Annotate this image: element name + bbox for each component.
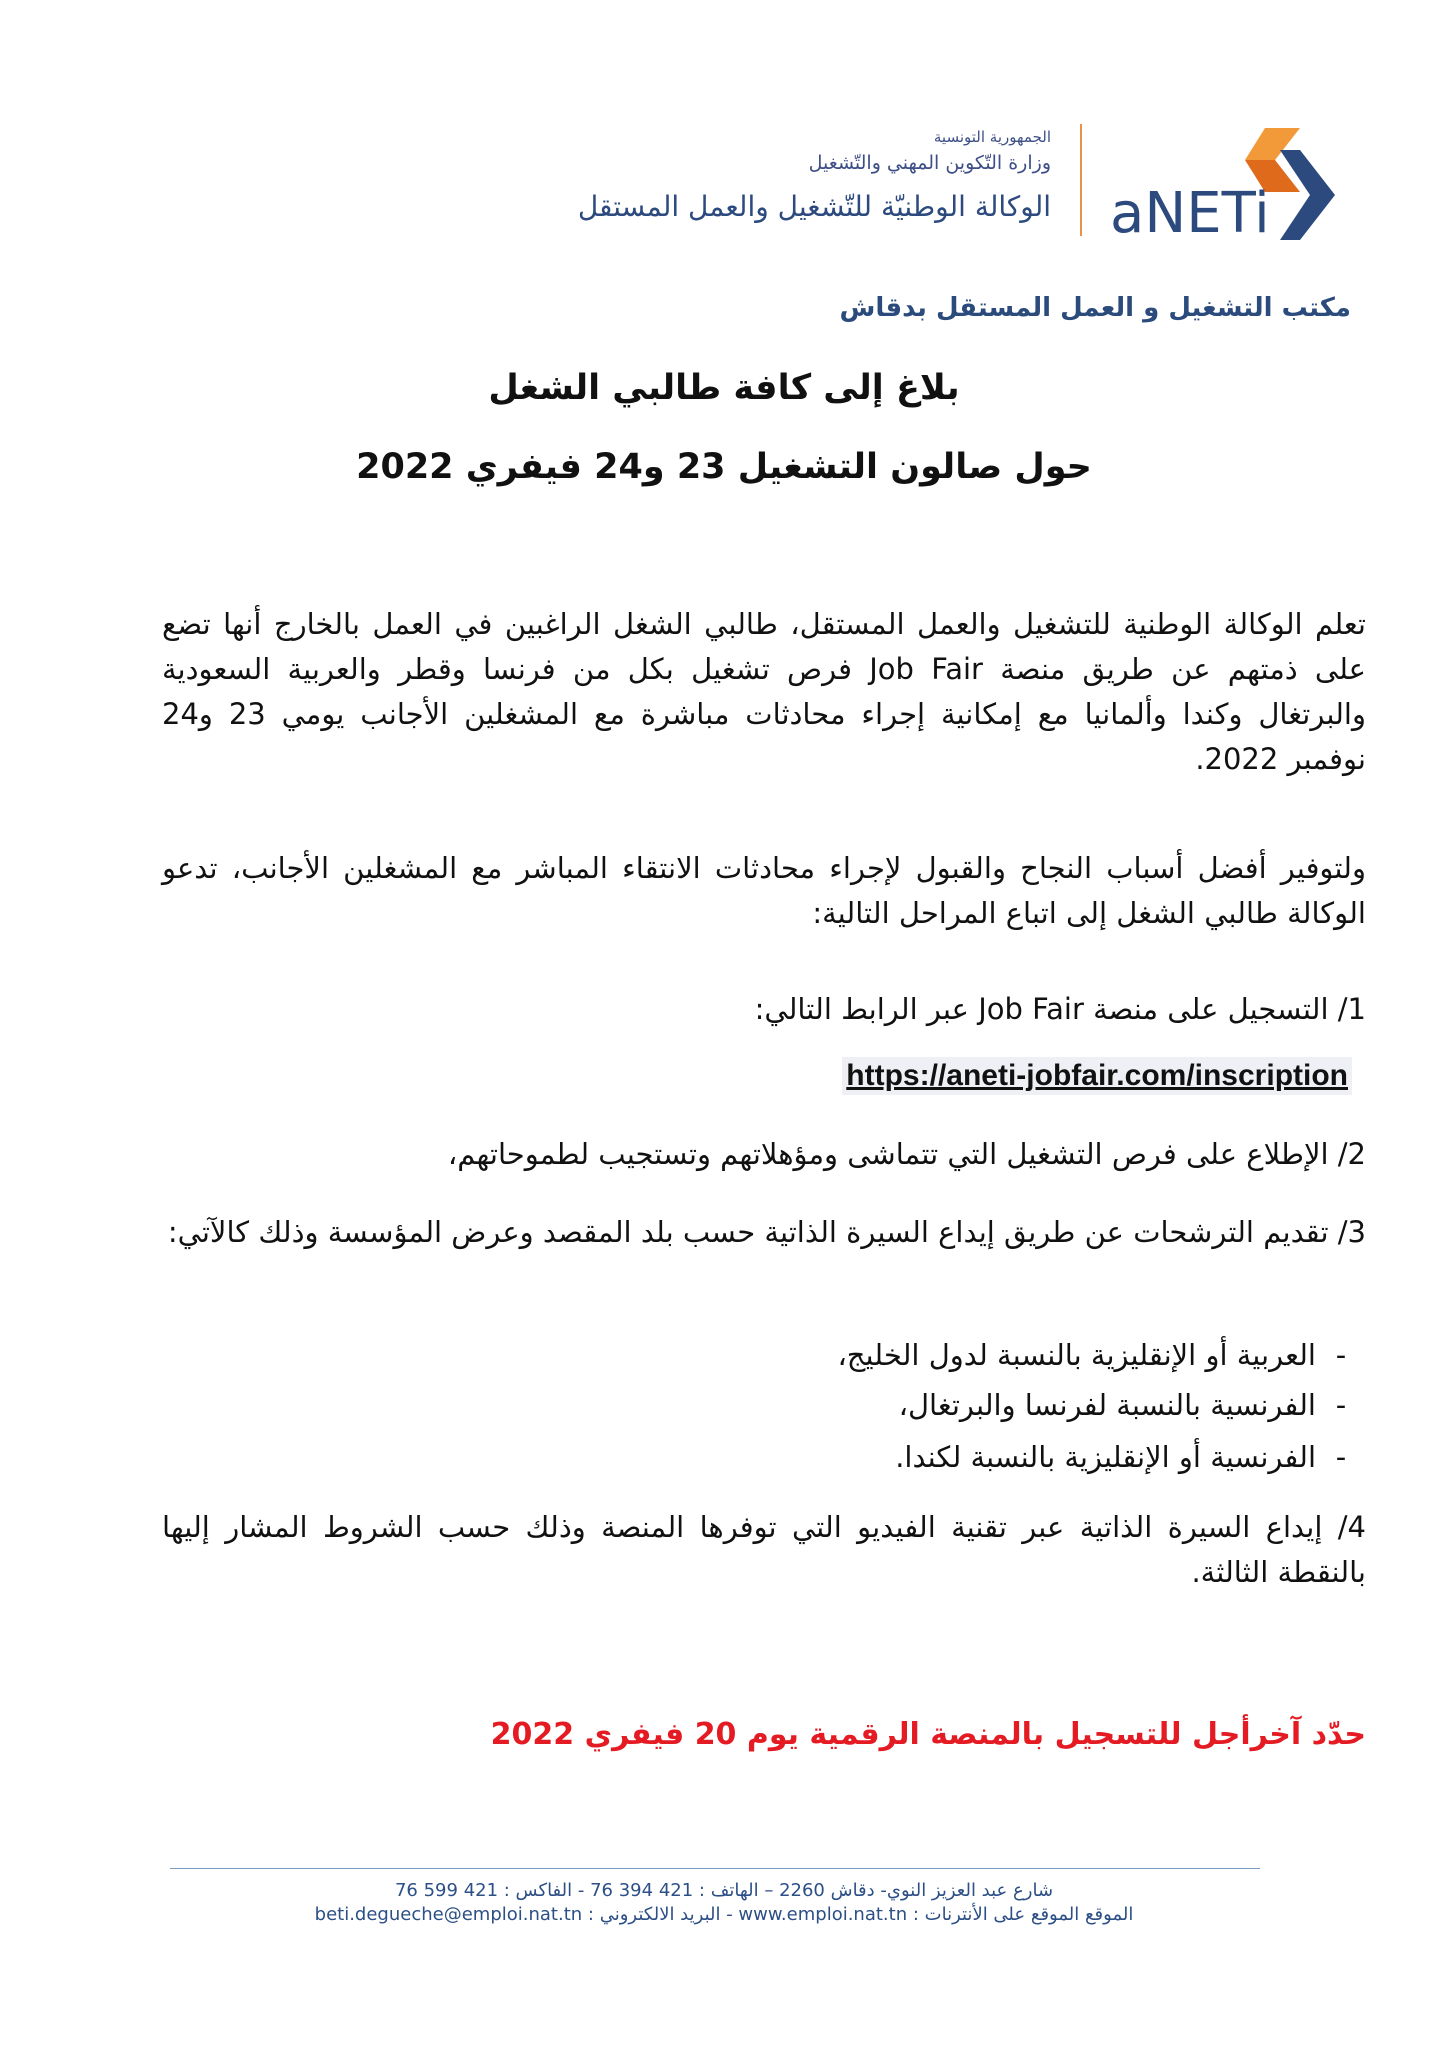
- logo-wordmark: aNETi: [1110, 181, 1270, 246]
- notice-subtitle: حول صالون التشغيل 23 و24 فيفري 2022: [356, 447, 1092, 487]
- bullet-text: الفرنسية بالنسبة لفرنسا والبرتغال،: [898, 1388, 1316, 1422]
- deadline-notice: حدّد آخرأجل للتسجيل بالمنصة الرقمية يوم 20 فيفري 2022: [490, 1717, 1366, 1752]
- bullet-dash: -: [1335, 1440, 1347, 1474]
- intro-paragraph: تعلم الوكالة الوطنية للتشغيل والعمل المستقل، طالبي الشغل الراغبين في العمل بالخارج أنها تضع على ذمتهم عن طريق منصة Job Fair فرص تشغيل بكل من فرنسا وقطر والعربية السعودية والبرتغال وكندا وألمانيا مع إمكانية إجراء محادثات مباشرة مع المشغلين الأجانب يومي 23 و24 نوفمبر 2022.: [162, 607, 1366, 776]
- bullet-text: الفرنسية أو الإنقليزية بالنسبة لكندا.: [895, 1440, 1316, 1474]
- republic-label: الجمهورية التونسية: [933, 128, 1051, 146]
- step-4: 4/ إيداع السيرة الذاتية عبر تقنية الفيديو التي توفرها المنصة وذلك حسب الشروط المشار إليها بالنقطة الثالثة.: [162, 1510, 1366, 1589]
- registration-link[interactable]: https://aneti-jobfair.com/inscription: [842, 1057, 1352, 1095]
- ministry-label: وزارة التّكوين المهني والتّشغيل: [808, 152, 1051, 174]
- footer-rule: [170, 1868, 1260, 1869]
- office-name: مكتب التشغيل و العمل المستقل بدقاش: [839, 293, 1351, 323]
- footer-contact: الموقع الموقع على الأنترنات : www.emploi.nat.tn - البريد الالكتروني : beti.degueche@emploi.nat.tn: [314, 1904, 1134, 1925]
- aneti-logo: [1100, 120, 1340, 250]
- list-item: [216, 1383, 1366, 1428]
- list-item: [216, 1333, 1366, 1378]
- bullet-text: العربية أو الإنقليزية بالنسبة لدول الخليج،: [837, 1338, 1316, 1372]
- step-1: 1/ التسجيل على منصة Job Fair عبر الرابط التالي:: [754, 992, 1366, 1026]
- agency-name: الوكالة الوطنيّة للتّشغيل والعمل المستقل: [577, 190, 1051, 223]
- list-item: [216, 1435, 1366, 1480]
- step-3: 3/ تقديم الترشحات عن طريق إيداع السيرة الذاتية حسب بلد المقصد وعرض المؤسسة وذلك كالآتي:: [167, 1215, 1366, 1249]
- notice-title: بلاغ إلى كافة طالبي الشغل: [488, 368, 960, 408]
- bullet-dash: -: [1335, 1338, 1347, 1372]
- step-2: 2/ الإطلاع على فرص التشغيل التي تتماشى ومؤهلاتهم وتستجيب لطموحاتهم،: [447, 1137, 1366, 1171]
- bullet-dash: -: [1335, 1388, 1347, 1422]
- footer-address: شارع عبد العزيز النوي- دقاش 2260 – الهاتف : 421 394 76 - الفاكس : 421 599 76: [394, 1880, 1054, 1901]
- header-separator: [1080, 124, 1082, 236]
- steps-intro-paragraph: ولتوفير أفضل أسباب النجاح والقبول لإجراء محادثات الانتقاء المباشر مع المشغلين الأجانب، تدعو الوكالة طالبي الشغل إلى اتباع المراحل التالية:: [162, 851, 1366, 930]
